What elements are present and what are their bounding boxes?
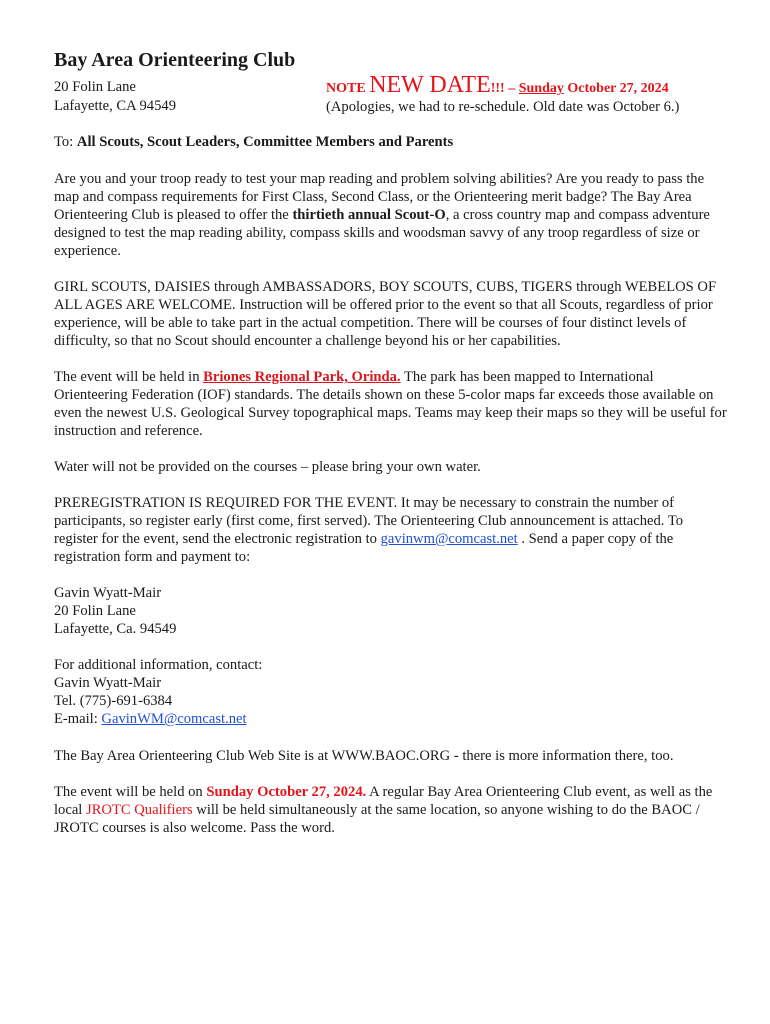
contact-email-line (54, 710, 730, 728)
registration-paragraph (54, 494, 730, 566)
new-date-label: NEW DATE (369, 72, 491, 98)
exclaim-text: !!! – (490, 81, 519, 96)
welcome-paragraph: GIRL SCOUTS, DAISIES through AMBASSADORS, BOY SCOUTS, CUBS, TIGERS through WEBELOS OF ALL AGES ARE WELCOME. Instruction will be offered prior to the event so that all Scouts, regardless of prior experience, will be able to take part in the actual competition. There will be courses of four distinct levels of difficulty, so that no Scout should encounter a challenge beyond his or her capabilities. (54, 279, 717, 349)
contact-email-link[interactable]: GavinWM@comcast.net (101, 711, 247, 727)
contact-intro: For additional information, contact: (54, 657, 263, 673)
date-text: October 27, 2024 (563, 81, 669, 96)
registration-text-rest: . Send a paper copy of the registration form and payment to: (54, 531, 674, 565)
scout-o-highlight: thirtieth annual Scout-O (292, 207, 446, 223)
event-text-mid: A regular Bay Area Orienteering Club event, as well as the local (54, 784, 713, 818)
contact-tel: Tel. (775)-691-6384 (54, 693, 173, 709)
recipients: All Scouts, Scout Leaders, Committee Members and Parents (76, 134, 454, 150)
park-link[interactable]: Briones Regional Park, Orinda. (203, 369, 401, 385)
address-line1: 20 Folin Lane (54, 79, 136, 95)
club-title: Bay Area Orienteering Club (54, 49, 296, 71)
registration-email-link[interactable]: gavinwm@comcast.net (380, 531, 518, 547)
mail-name: Gavin Wyatt-Mair (54, 585, 162, 601)
contact-name: Gavin Wyatt-Mair (54, 675, 162, 691)
intro-paragraph (54, 170, 730, 260)
address-line2: Lafayette, CA 94549 (54, 98, 176, 114)
mail-city: Lafayette, Ca. 94549 (54, 621, 177, 637)
recipients-line (54, 133, 453, 151)
location-text: The event will be held in (54, 369, 204, 385)
date-notice (326, 72, 746, 116)
sunday-text: Sunday (518, 81, 564, 96)
sender-address (54, 78, 176, 116)
event-text: The event will be held on (54, 784, 207, 800)
website-paragraph: The Bay Area Orienteering Club Web Site is at WWW.BAOC.ORG - there is more information there, too. (54, 748, 674, 764)
mailing-address (54, 584, 730, 638)
water-paragraph: Water will not be provided on the courses – please bring your own water. (54, 459, 481, 475)
email-label: E-mail: (54, 711, 102, 727)
intro-text-rest: , a cross country map and compass adventure designed to test the map reading ability, compass skills and woodsman savvy of any troop regardless of size or experience. (54, 207, 710, 259)
location-paragraph (54, 368, 730, 440)
mail-street: 20 Folin Lane (54, 603, 136, 619)
to-label: To: (54, 134, 77, 150)
event-text-rest: will be held simultaneously at the same location, so anyone wishing to do the BAOC / JROTC courses is also welcome. Pass the word. (54, 802, 700, 836)
registration-text: PREREGISTRATION IS REQUIRED FOR THE EVENT. It may be necessary to constrain the number of participants, so register early (first come, first served). The Orienteering Club announcement is attached. To register for the event, send the electronic registration to (54, 495, 684, 547)
note-label: NOTE (326, 81, 370, 96)
event-paragraph (54, 783, 730, 837)
event-date: Sunday October 27, 2024. (206, 784, 367, 800)
location-text-rest: The park has been mapped to International Orienteering Federation (IOF) standards. The details shown on these 5-color maps far exceeds those available on even the newest U.S. Geological Survey topographical maps. Teams may keep their maps so they will be useful for instruction and reference. (54, 369, 727, 439)
jrotc-qualifiers: JROTC Qualifiers (86, 802, 193, 818)
contact-block (54, 656, 730, 728)
apology-text: (Apologies, we had to re-schedule. Old date was October 6.) (326, 99, 680, 115)
intro-text: Are you and your troop ready to test your map reading and problem solving abilities? Are you ready to pass the map and compass requirements for First Class, Second Class, or the Orienteering merit badge? The Bay Area Orienteering Club is pleased to offer the (54, 171, 705, 223)
